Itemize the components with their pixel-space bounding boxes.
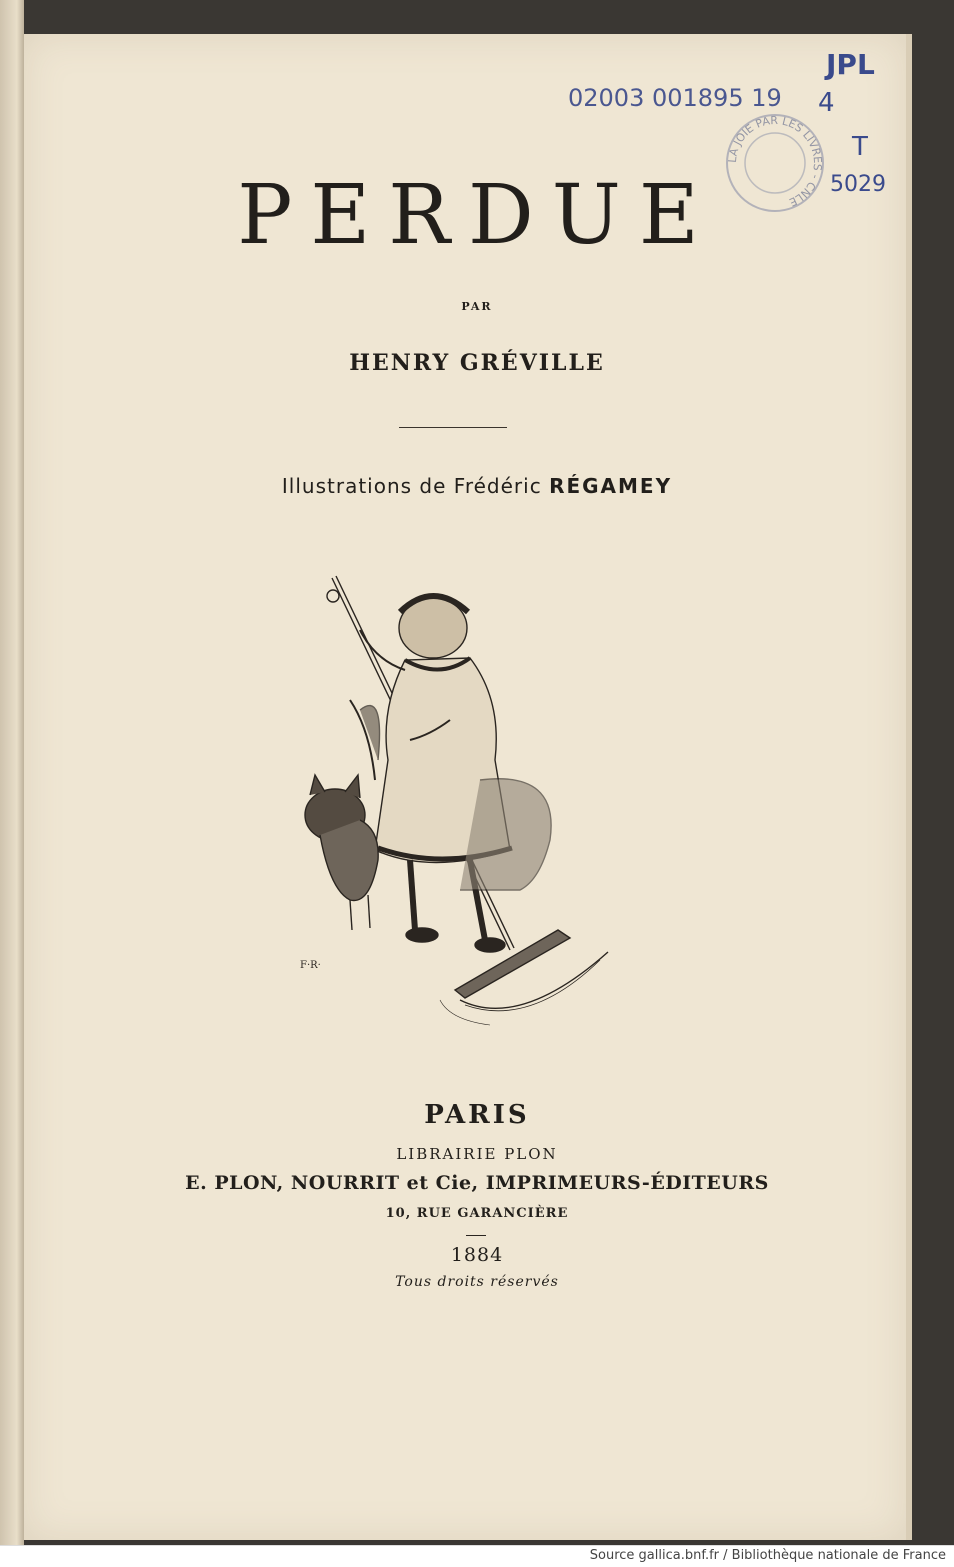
imprint-year: 1884 bbox=[450, 1244, 504, 1266]
imprint-publisher: E. PLON, NOURRIT et Cie, IMPRIMEURS-ÉDITEURS bbox=[185, 1172, 769, 1194]
stamp-text: LA JOIE PAR LES LIVRES - CNLE bbox=[725, 113, 825, 209]
imprint-city: PARIS bbox=[424, 1100, 530, 1130]
shelfmark-jpl: JPL bbox=[826, 48, 875, 81]
divider-rule bbox=[399, 427, 507, 428]
imprint-address: 10, RUE GARANCIÈRE bbox=[385, 1206, 569, 1221]
source-attribution: Source gallica.bnf.fr / Bibliothèque nationale de France bbox=[589, 1548, 946, 1563]
illustrations-prefix: Illustrations de Frédéric bbox=[281, 474, 542, 498]
illustrator-name: RÉGAMEY bbox=[549, 474, 673, 498]
imprint-librairie: LIBRAIRIE PLON bbox=[396, 1145, 558, 1163]
author-name: HENRY GRÉVILLE bbox=[349, 350, 605, 376]
source-footer bbox=[0, 1545, 954, 1567]
shelfmark-number: 5029 bbox=[830, 172, 886, 197]
by-label: PAR bbox=[461, 300, 493, 313]
engraving-child-with-broom-and-cat bbox=[290, 560, 620, 1040]
illustrations-credit bbox=[0, 474, 954, 498]
book-title: PERDUE bbox=[237, 168, 717, 263]
shelfmark-t: T bbox=[852, 132, 868, 162]
rights-notice: Tous droits réservés bbox=[395, 1274, 559, 1290]
shelfmark-4: 4 bbox=[818, 88, 835, 118]
barcode-number: 02003 001895 19 bbox=[568, 84, 782, 112]
imprint-dash bbox=[466, 1235, 486, 1236]
artist-monogram: F·R· bbox=[300, 960, 321, 971]
